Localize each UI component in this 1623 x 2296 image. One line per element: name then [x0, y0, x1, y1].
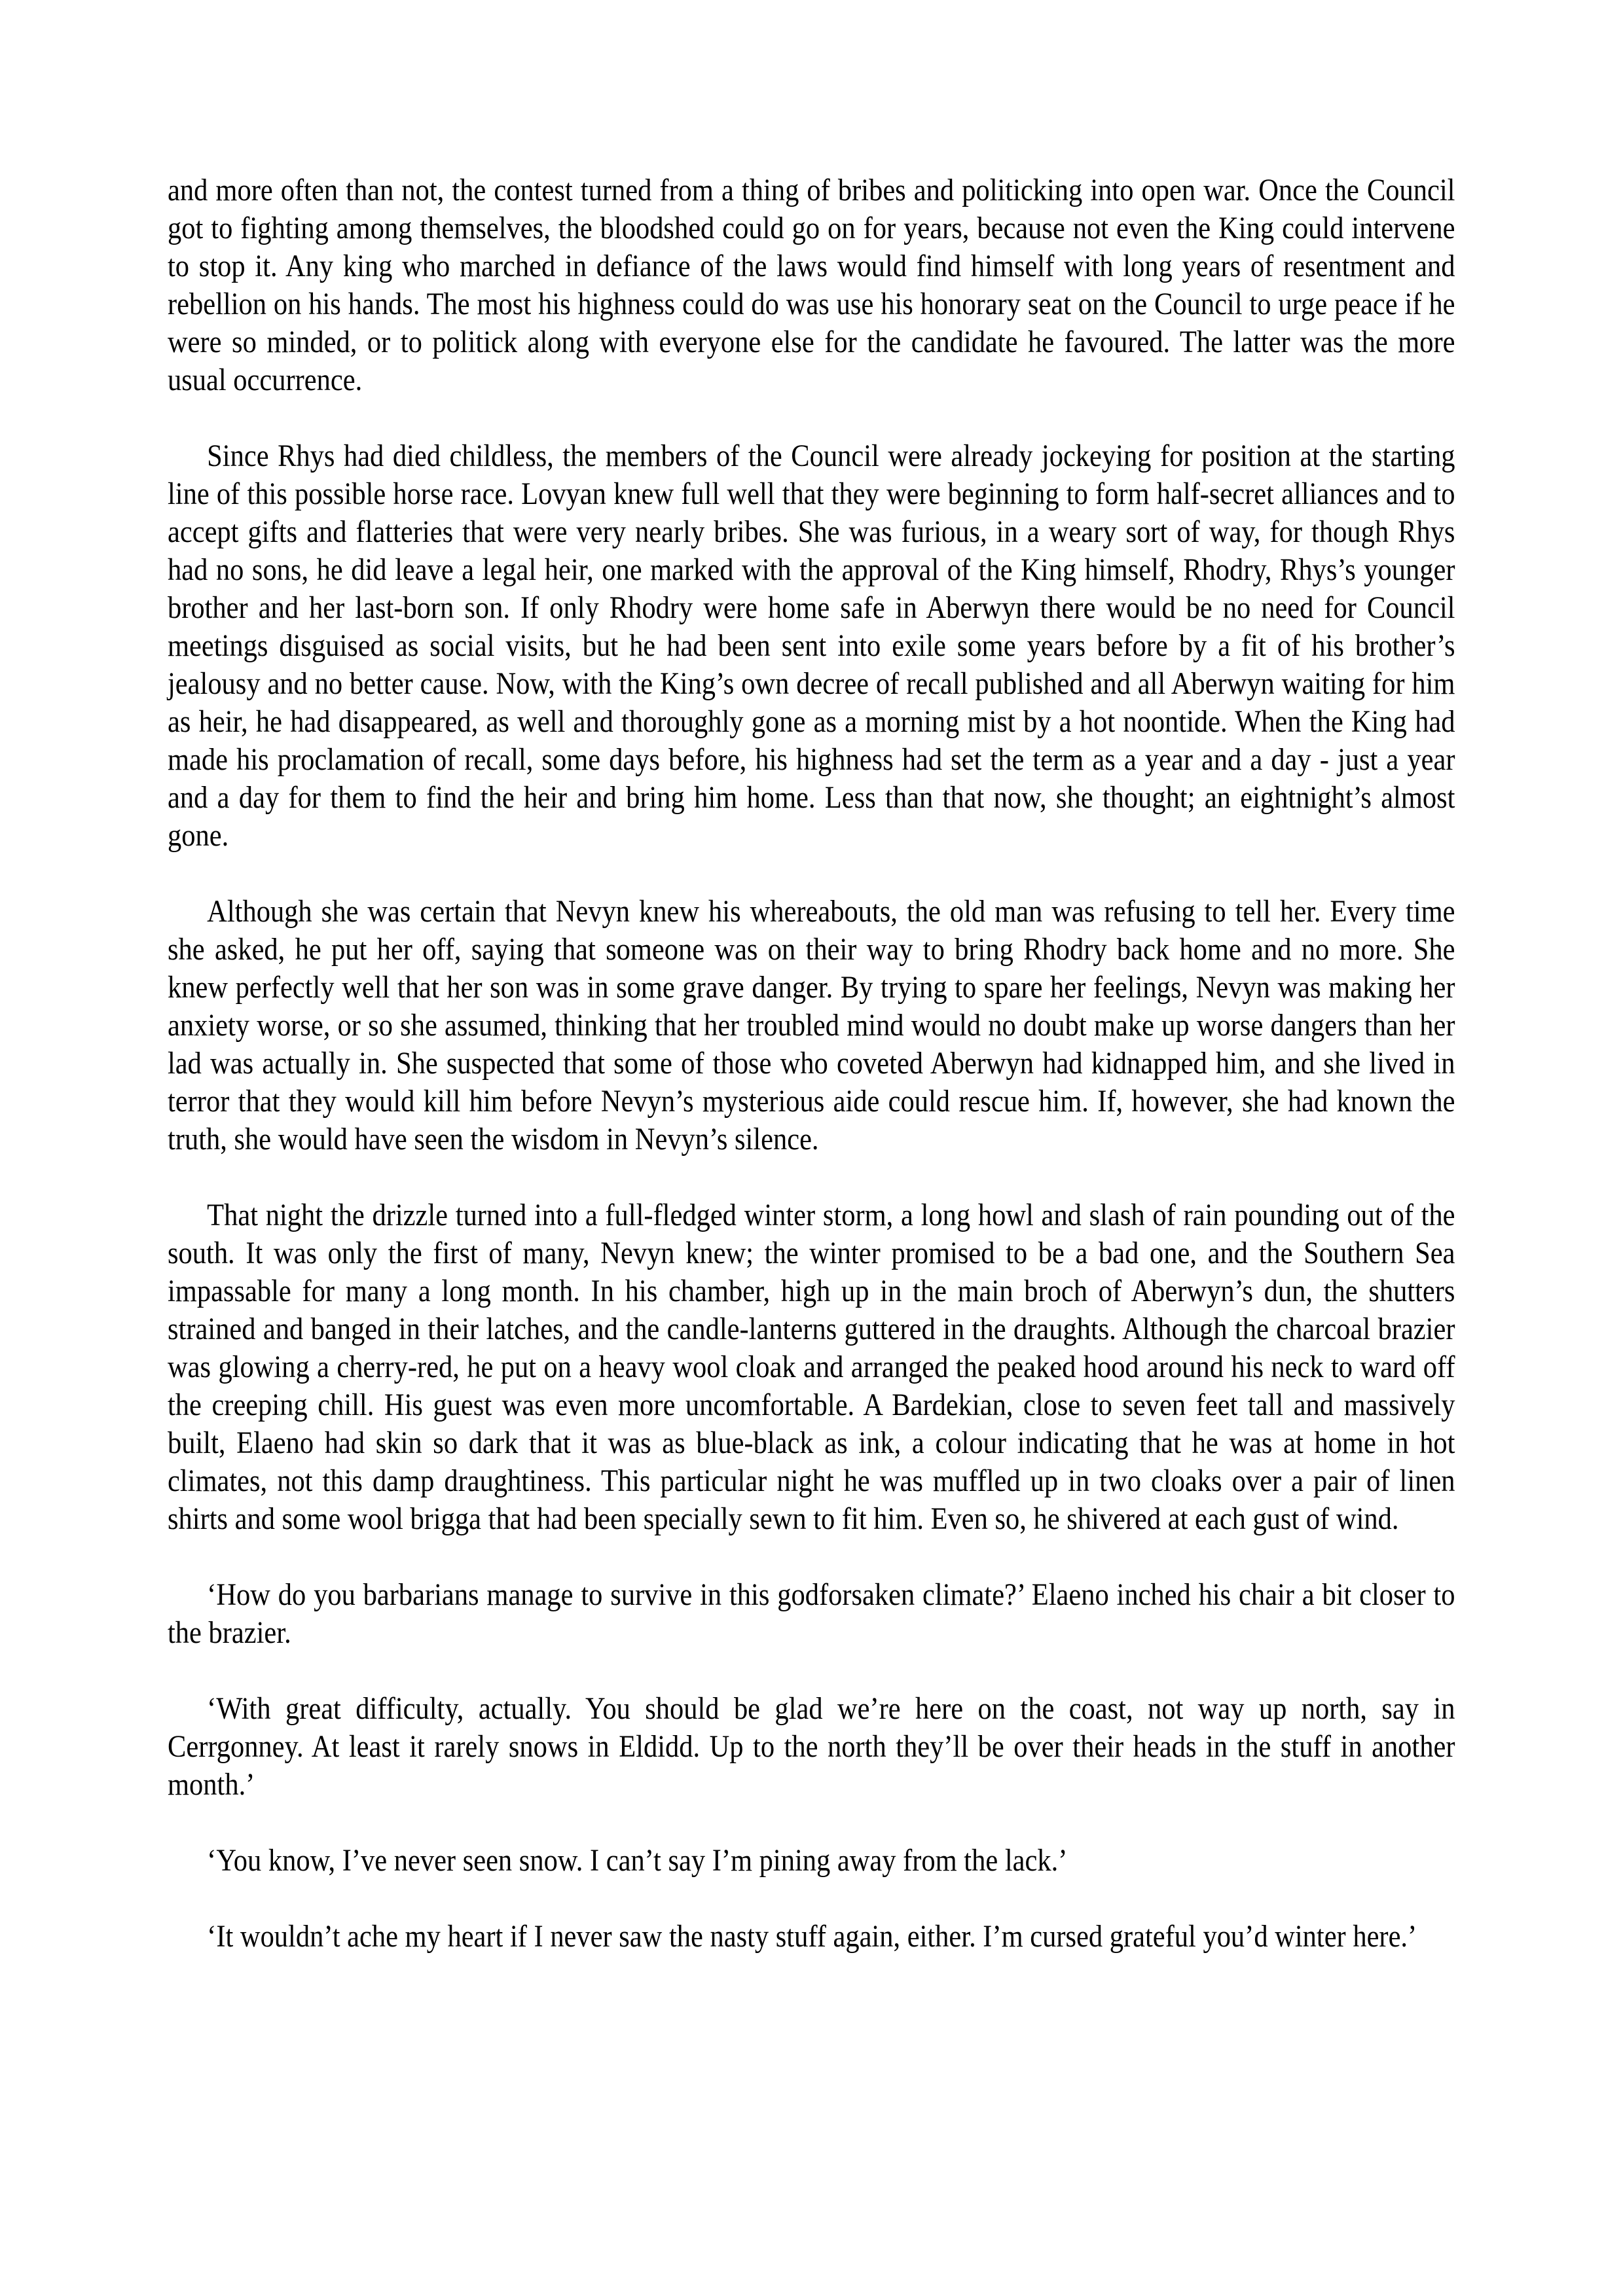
paragraph-2: Since Rhys had died childless, the members of the Council were already jockeying for position at the starting line of this possible horse race. Lovyan knew full well that they were beginning to form half-secret alliances and to accept gifts and flatteries that were very nearly bribes. She was furious, in a weary sort of way, for though Rhys had no sons, he did leave a legal heir, one marked with the approval of the King himself, Rhodry, Rhys’s younger brother and her last-born son. If only Rhodry were home safe in Aberwyn there would be no need for Council meetings disguised as social visits, but he had been sent into exile some years before by a fit of his brother’s jealousy and no better cause. Now, with the King’s own decree of recall published and all Aberwyn waiting for him as heir, he had disappeared, as well and thoroughly gone as a morning mist by a hot noontide. When the King had made his proclamation of recall, some days before, his highness had set the term as a year and a day - just a year and a day for them to find the heir and bring him home. Less than that now, she thought; an eightnight’s almost gone. — [168, 439, 1455, 853]
text-block — [168, 171, 1455, 1956]
paragraph-3: Although she was certain that Nevyn knew his whereabouts, the old man was refusing to tell her. Every time she asked, he put her off, saying that someone was on their way to bring Rhodry back home and no more. She knew perfectly well that her son was in some grave danger. By trying to spare her feelings, Nevyn was making her anxiety worse, or so she assumed, thinking that her troubled mind would no doubt make up worse dangers than her lad was actually in. She suspected that some of those who coveted Aberwyn had kidnapped him, and she lived in terror that they would kill him before Nevyn’s mysterious aide could rescue him. If, however, she had known the truth, she would have seen the wisdom in Nevyn’s silence. — [168, 894, 1455, 1157]
paragraph-6: ‘With great difficulty, actually. You should be glad we’re here on the coast, not way up north, say in Cerrgonney. At least it rarely snows in Eldidd. Up to the north they’ll be over their heads in the stuff in another month.’ — [168, 1691, 1455, 1802]
paragraph-7: ‘You know, I’ve never seen snow. I can’t say I’m pining away from the lack.’ — [207, 1843, 1068, 1878]
paragraph-1: and more often than not, the contest turned from a thing of bribes and politicking into open war. Once the Council got to fighting among themselves, the bloodshed could go on for years, because not even the King could intervene to stop it. Any king who marched in defiance of the laws would find himself with long years of resentment and rebellion on his hands. The most his highness could do was use his honorary seat on the Council to urge peace if he were so minded, or to politick along with everyone else for the candidate he favoured. The latter was the more usual occurrence. — [168, 173, 1455, 397]
paragraph-5: ‘How do you barbarians manage to survive in this godforsaken climate?’ Elaeno inched his chair a bit closer to the brazier. — [168, 1577, 1455, 1650]
paragraph-8: ‘It wouldn’t ache my heart if I never saw the nasty stuff again, either. I’m cursed grateful you’d winter here.’ — [207, 1919, 1417, 1954]
paragraph-4: That night the drizzle turned into a full-fledged winter storm, a long howl and slash of rain pounding out of the south. It was only the first of many, Nevyn knew; the winter promised to be a bad one, and the Southern Sea impassable for many a long month. In his chamber, high up in the main broch of Aberwyn’s dun, the shutters strained and banged in their latches, and the candle-lanterns guttered in the draughts. Although the charcoal brazier was glowing a cherry-red, he put on a heavy wool cloak and arranged the peaked hood around his neck to ward off the creeping chill. His guest was even more uncomfortable. A Bardekian, close to seven feet tall and massively built, Elaeno had skin so dark that it was as blue-black as ink, a colour indicating that he was at home in hot climates, not this damp draughtiness. This particular night he was muffled up in two cloaks over a pair of linen shirts and some wool brigga that had been specially sewn to fit him. Even so, he shivered at each gust of wind. — [168, 1198, 1455, 1536]
